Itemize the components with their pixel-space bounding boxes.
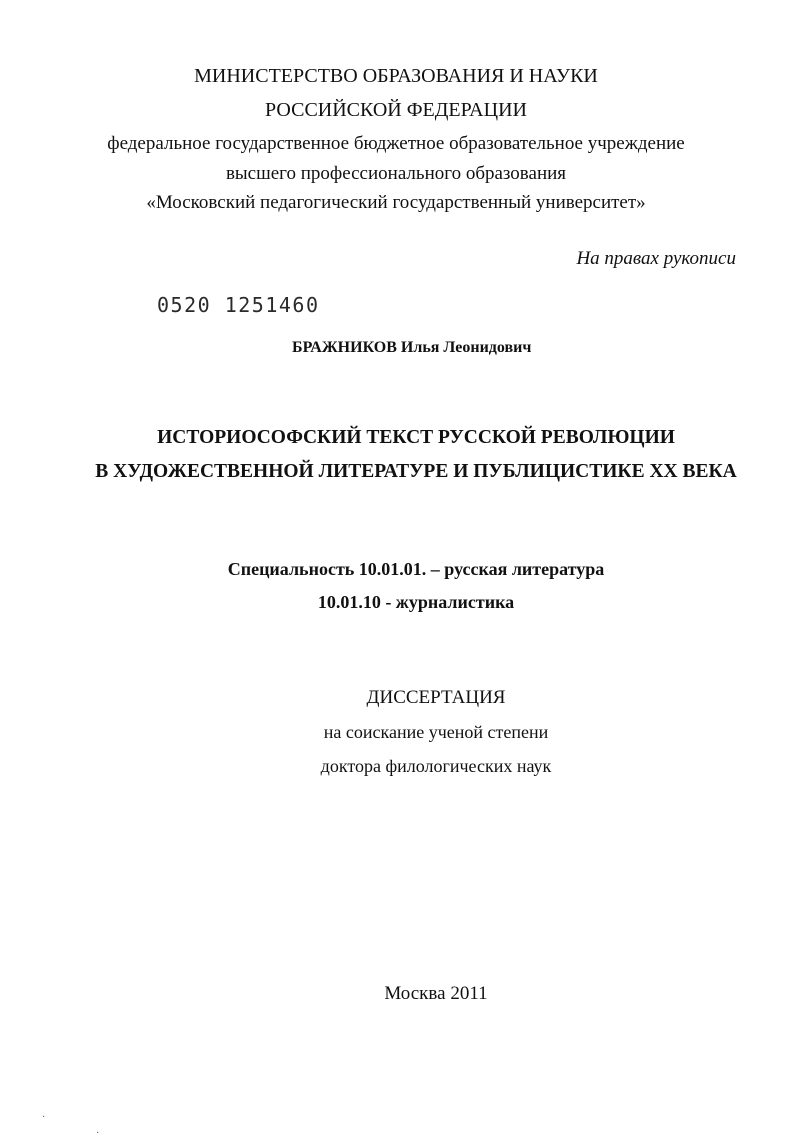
dissertation-label: ДИССЕРТАЦИЯ bbox=[366, 687, 506, 708]
title-line-2: В ХУДОЖЕСТВЕННОЙ ЛИТЕРАТУРЕ И ПУБЛИЦИСТИКЕ XX ВЕКА bbox=[95, 461, 737, 482]
scan-speck-1: · bbox=[42, 1112, 46, 1123]
institution-line-1: федеральное государственное бюджетное образовательное учреждение bbox=[107, 133, 685, 154]
manuscript-rights-note: На правах рукописи bbox=[576, 248, 736, 269]
ministry-line-2: РОССИЙСКОЙ ФЕДЕРАЦИИ bbox=[265, 99, 527, 121]
city-year: Москва 2011 bbox=[384, 983, 488, 1004]
scan-speck-2: · bbox=[96, 1128, 100, 1139]
institution-line-2: высшего профессионального образования bbox=[225, 163, 567, 184]
library-stamp-number: 0520 1251460 bbox=[157, 293, 320, 317]
author-name: БРАЖНИКОВ Илья Леонидович bbox=[292, 339, 532, 356]
ministry-line-1: МИНИСТЕРСТВО ОБРАЗОВАНИЯ И НАУКИ bbox=[194, 65, 598, 87]
specialty-line-1: Специальность 10.01.01. – русская литература bbox=[227, 559, 605, 579]
specialty-line-2: 10.01.10 - журналистика bbox=[317, 592, 515, 612]
degree-line-1: на соискание ученой степени bbox=[323, 722, 549, 742]
degree-line-2: доктора филологических наук bbox=[320, 756, 552, 776]
title-line-1: ИСТОРИОСОФСКИЙ ТЕКСТ РУССКОЙ РЕВОЛЮЦИИ bbox=[157, 427, 675, 448]
institution-line-3: «Московский педагогический государственный университет» bbox=[146, 192, 646, 213]
